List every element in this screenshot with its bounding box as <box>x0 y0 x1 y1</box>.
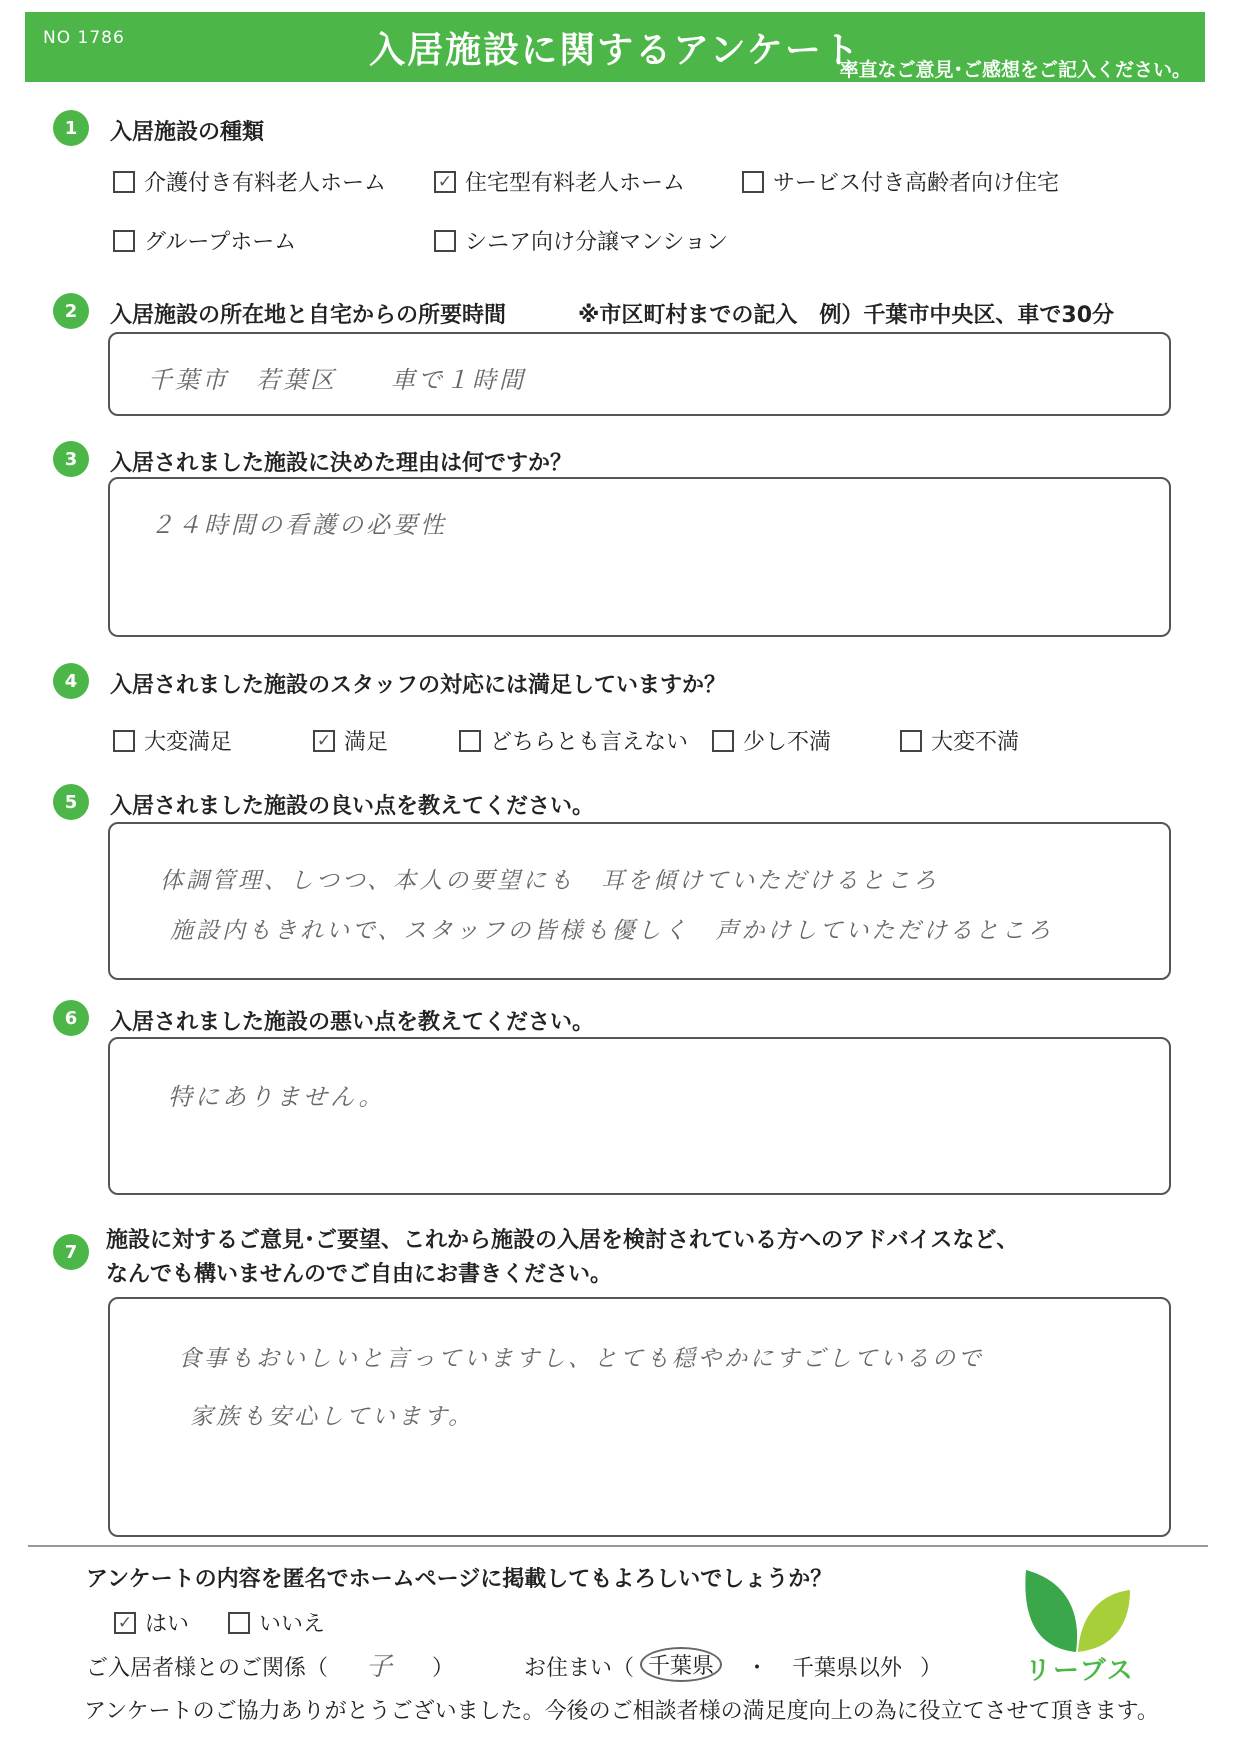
option-label: 大変不満 <box>931 730 1020 755</box>
form-number: NO 1786 <box>43 28 125 48</box>
q4-option-5[interactable] <box>900 725 1019 756</box>
question-number-5: 5 <box>53 784 89 820</box>
option-label: 住宅型有料老人ホーム <box>465 171 686 196</box>
option-label: はい <box>145 1612 190 1637</box>
option-label: いいえ <box>259 1612 326 1637</box>
page-title: 入居施設に関するアンケート <box>369 30 861 71</box>
question-number-7: 7 <box>53 1234 89 1270</box>
question-7-line-2: なんでも構いませんのでご自由にお書きください。 <box>106 1262 613 1287</box>
answer-6-text: 特にありません。 <box>168 1083 386 1111</box>
publish-consent-question: アンケートの内容を匿名でホームページに掲載してもよろしいでしょうか？ <box>86 1567 833 1592</box>
checkbox[interactable] <box>113 230 135 252</box>
q1-option-5[interactable] <box>434 225 728 256</box>
question-number-6: 6 <box>53 1000 89 1036</box>
answer-7-line-2: 家族も安心しています。 <box>190 1404 475 1430</box>
leaf-icon <box>1018 1560 1138 1660</box>
checkbox[interactable] <box>434 230 456 252</box>
answer-box-5[interactable] <box>108 822 1171 980</box>
question-3-text: 入居されました施設に決めた理由は何ですか？ <box>110 451 573 476</box>
logo-text: リーブス <box>1025 1656 1135 1686</box>
checkbox[interactable] <box>228 1612 250 1634</box>
question-number-2: 2 <box>53 293 89 329</box>
question-2-note: ※市区町村までの記入 例）千葉市中央区、車で30分 <box>578 303 1115 328</box>
question-4-text: 入居されました施設のスタッフの対応には満足していますか？ <box>110 673 727 698</box>
residence-option-other[interactable]: 千葉県以外 <box>792 1656 903 1681</box>
answer-5-line-1: 体調管理、しつつ、本人の要望にも 耳を傾けていただけるところ <box>160 868 940 894</box>
checkbox[interactable] <box>113 730 135 752</box>
q1-option-4[interactable] <box>113 225 296 256</box>
relation-value: 子 <box>366 1652 393 1682</box>
residence-label: お住まい（ <box>524 1656 635 1681</box>
footer-divider <box>28 1545 1208 1547</box>
checkbox[interactable]: ✓ <box>114 1612 136 1634</box>
question-2-text: 入居施設の所在地と自宅からの所要時間 <box>110 303 507 328</box>
answer-5-line-2: 施設内もきれいで、スタッフの皆様も優しく 声かけしていただけるところ <box>170 918 1054 944</box>
page-subtitle: 率直なご意見･ご感想をご記入ください。 <box>839 59 1191 81</box>
question-7-line-1: 施設に対するご意見･ご要望、これから施設の入居を検討されている方へのアドバイスなど、 <box>106 1228 1019 1253</box>
option-label: サービス付き高齢者向け住宅 <box>773 171 1060 196</box>
checkbox[interactable] <box>742 171 764 193</box>
checkbox[interactable] <box>459 730 481 752</box>
question-number-1: 1 <box>53 110 89 146</box>
relation-close: ） <box>432 1656 455 1681</box>
question-1-text: 入居施設の種類 <box>110 120 265 145</box>
option-label: 大変満足 <box>144 730 233 755</box>
answer-box-3[interactable] <box>108 477 1171 637</box>
consent-yes-option[interactable] <box>114 1607 189 1638</box>
checkbox[interactable] <box>113 171 135 193</box>
checkbox[interactable] <box>712 730 734 752</box>
answer-2-text: 千葉市 若葉区 車で１時間 <box>148 366 526 394</box>
answer-3-text: ２４時間の看護の必要性 <box>150 511 447 539</box>
q4-option-3[interactable] <box>459 725 688 756</box>
question-number-3: 3 <box>53 441 89 477</box>
leaves-logo <box>1018 1560 1138 1660</box>
option-label: 満足 <box>344 730 389 755</box>
checkbox[interactable]: ✓ <box>434 171 456 193</box>
residence-option-chiba[interactable]: 千葉県 <box>640 1647 722 1682</box>
q1-option-2[interactable] <box>434 166 685 197</box>
q1-option-1[interactable] <box>113 166 386 197</box>
option-label: グループホーム <box>144 230 297 255</box>
option-label: 少し不満 <box>743 730 832 755</box>
checkbox[interactable]: ✓ <box>313 730 335 752</box>
answer-7-line-1: 食事もおいしいと言っていますし、とても穏やかにすごしているので <box>178 1346 984 1372</box>
option-label: どちらとも言えない <box>490 730 689 755</box>
q4-option-2[interactable] <box>313 725 388 756</box>
question-number-4: 4 <box>53 663 89 699</box>
answer-box-6[interactable] <box>108 1037 1171 1195</box>
header-banner <box>25 12 1205 82</box>
question-5-text: 入居されました施設の良い点を教えてください。 <box>110 794 595 819</box>
q1-option-3[interactable] <box>742 166 1059 197</box>
consent-no-option[interactable] <box>228 1607 325 1638</box>
checkbox[interactable] <box>900 730 922 752</box>
residence-separator: ・ <box>746 1656 769 1681</box>
relation-label: ご入居者様とのご関係（ <box>86 1656 329 1681</box>
q4-option-1[interactable] <box>113 725 232 756</box>
question-6-text: 入居されました施設の悪い点を教えてください。 <box>110 1010 595 1035</box>
closing-message: アンケートのご協力ありがとうございました。今後のご相談者様の満足度向上の為に役立てさせて頂きます。 <box>84 1699 1159 1724</box>
residence-close: ） <box>920 1656 943 1681</box>
q4-option-4[interactable] <box>712 725 831 756</box>
option-label: 介護付き有料老人ホーム <box>144 171 387 196</box>
option-label: シニア向け分譲マンション <box>465 230 729 255</box>
